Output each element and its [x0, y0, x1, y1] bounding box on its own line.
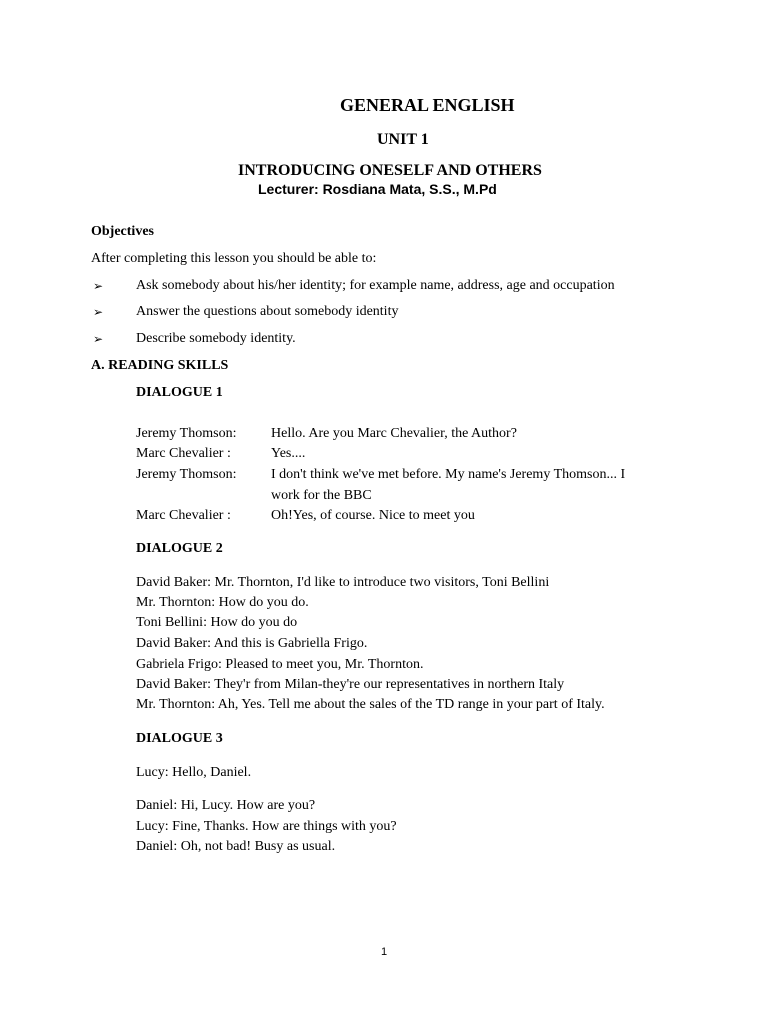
- dialogue-line: Daniel: Hi, Lucy. How are you?: [136, 798, 316, 813]
- objective-item: Describe somebody identity.: [136, 331, 296, 346]
- objectives-heading: Objectives: [91, 224, 154, 239]
- dialogue-line: Mr. Thornton: How do you do.: [136, 595, 309, 610]
- dialogue-line-continuation: work for the BBC: [271, 488, 372, 503]
- objective-item: Answer the questions about somebody identity: [136, 304, 399, 319]
- unit-label: UNIT 1: [377, 131, 429, 148]
- dialogue-speaker: Marc Chevalier :: [136, 508, 231, 523]
- dialogue-line: Yes....: [271, 446, 306, 461]
- dialogue-line: Daniel: Oh, not bad! Busy as usual.: [136, 839, 336, 854]
- arrow-bullet-icon: ➢: [93, 305, 104, 319]
- unit-topic: INTRODUCING ONESELF AND OTHERS: [238, 162, 542, 179]
- dialogue-line: David Baker: And this is Gabriella Frigo.: [136, 636, 368, 651]
- dialogue-line: Oh!Yes, of course. Nice to meet you: [271, 508, 475, 523]
- dialogue-line: Hello. Are you Marc Chevalier, the Author?: [271, 426, 517, 441]
- page-number: 1: [381, 946, 388, 958]
- dialogue-line: Gabriela Frigo: Pleased to meet you, Mr. Thornton.: [136, 657, 424, 672]
- lecturer-line: Lecturer: Rosdiana Mata, S.S., M.Pd: [258, 181, 497, 197]
- section-heading: A. READING SKILLS: [91, 358, 229, 373]
- dialogue-line: Mr. Thornton: Ah, Yes. Tell me about the sales of the TD range in your part of Italy.: [136, 697, 605, 712]
- dialogue-heading: DIALOGUE 2: [136, 541, 223, 556]
- dialogue-speaker: Jeremy Thomson:: [136, 467, 237, 482]
- dialogue-line: Lucy: Hello, Daniel.: [136, 765, 252, 780]
- arrow-bullet-icon: ➢: [93, 279, 104, 293]
- document-title: GENERAL ENGLISH: [340, 95, 515, 115]
- dialogue-heading: DIALOGUE 3: [136, 731, 223, 746]
- dialogue-speaker: Jeremy Thomson:: [136, 426, 237, 441]
- objectives-intro: After completing this lesson you should be able to:: [91, 251, 377, 266]
- objective-item: Ask somebody about his/her identity; for example name, address, age and occupation: [136, 278, 615, 293]
- dialogue-heading: DIALOGUE 1: [136, 385, 223, 400]
- dialogue-line: I don't think we've met before. My name's Jeremy Thomson... I: [271, 467, 626, 482]
- dialogue-line: Toni Bellini: How do you do: [136, 615, 298, 630]
- arrow-bullet-icon: ➢: [93, 332, 104, 346]
- dialogue-speaker: Marc Chevalier :: [136, 446, 231, 461]
- dialogue-line: Lucy: Fine, Thanks. How are things with you?: [136, 819, 397, 834]
- dialogue-line: David Baker: They'r from Milan-they're our representatives in northern Italy: [136, 677, 565, 692]
- dialogue-line: David Baker: Mr. Thornton, I'd like to introduce two visitors, Toni Bellini: [136, 575, 550, 590]
